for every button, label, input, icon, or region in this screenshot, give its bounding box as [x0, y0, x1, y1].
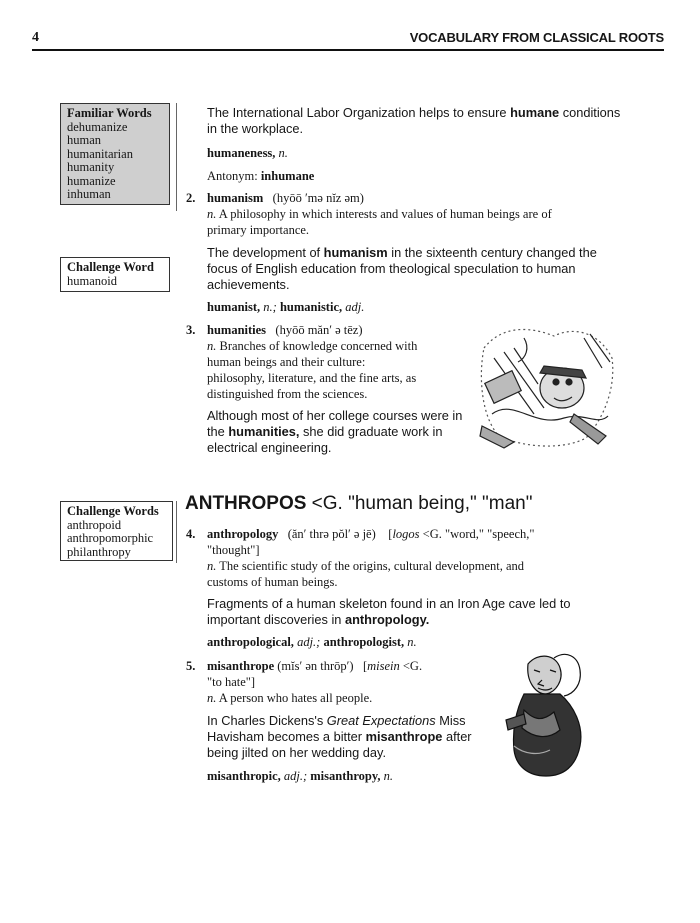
derivative: humaneness, n. — [207, 146, 288, 160]
example-sentence: Fragments of a human skeleton found in an Iron Age cave led to — [207, 596, 571, 611]
example-sentence: important discoveries in anthropology. — [207, 612, 430, 627]
entry-headword: misanthrope (mĭs′ ən thrōp′) [misein <G. — [207, 659, 423, 673]
entry-number: 5. — [186, 659, 196, 673]
definition: n. A person who hates all people. — [207, 691, 373, 705]
word: humanoid — [67, 273, 117, 288]
example-sentence: focus of English education from theological speculation to human — [207, 261, 576, 276]
example-sentence: The development of humanism in the sixteenth century changed the — [207, 245, 597, 260]
word: anthropomorphic — [67, 531, 154, 545]
vertical-rule — [176, 501, 177, 563]
word: humanize — [67, 173, 116, 188]
word: philanthropy — [67, 544, 131, 559]
box-title: Challenge Word — [67, 260, 154, 274]
derivative: misanthropic, adj.; misanthropy, n. — [207, 769, 394, 783]
word: dehumanize — [67, 119, 128, 134]
example-sentence: in the workplace. — [207, 121, 304, 136]
example-sentence: Havisham becomes a bitter misanthrope after — [207, 729, 472, 744]
antonym: Antonym: inhumane — [207, 169, 315, 183]
definition: human beings and their culture: — [207, 355, 366, 369]
challenge-word-box — [60, 257, 170, 292]
etymology: "thought"] — [207, 543, 260, 557]
derivative: humanist, n.; humanistic, adj. — [207, 300, 365, 314]
header-rule — [32, 49, 664, 51]
box-title: Familiar Words — [67, 106, 152, 120]
vertical-rule — [176, 103, 177, 211]
definition: distinguished from the sciences. — [207, 387, 368, 401]
running-header: VOCABULARY FROM CLASSICAL ROOTS — [409, 30, 664, 45]
example-sentence: Although most of her college courses were in — [207, 408, 463, 423]
derivative: anthropological, adj.; anthropologist, n. — [207, 635, 417, 649]
example-sentence: The International Labor Organization helps to ensure humane conditions — [207, 105, 621, 120]
example-sentence: being jilted on her wedding day. — [207, 745, 387, 760]
word: humanity — [67, 160, 115, 174]
section-heading: ANTHROPOS <G. "human being," "man" — [185, 493, 533, 514]
entry-headword: humanism (hyōō ′mə nĭz əm) — [207, 191, 364, 205]
word: human — [67, 133, 102, 147]
example-sentence: electrical engineering. — [207, 440, 332, 455]
definition: n. A philosophy in which interests and values of human beings are of — [207, 207, 552, 221]
etymology: "to hate"] — [207, 675, 256, 689]
page-number: 4 — [32, 30, 39, 45]
word: anthropoid — [67, 517, 122, 532]
box-title: Challenge Words — [67, 504, 159, 518]
definition: customs of human beings. — [207, 575, 338, 589]
example-sentence: the humanities, she did graduate work in — [207, 424, 443, 439]
familiar-words-box — [60, 103, 170, 205]
entry-headword: humanities (hyōō măn′ ə tēz) — [207, 323, 363, 337]
definition: n. The scientific study of the origins, cultural development, and — [207, 559, 525, 573]
challenge-words-box — [60, 501, 173, 561]
definition: primary importance. — [207, 223, 310, 237]
entry-number: 2. — [186, 191, 196, 205]
word: inhuman — [67, 187, 111, 201]
humanities-illustration — [474, 318, 618, 452]
entry-number: 3. — [186, 323, 196, 337]
example-sentence: In Charles Dickens's Great Expectations Miss — [207, 713, 466, 728]
example-sentence: achievements. — [207, 277, 290, 292]
misanthrope-illustration — [494, 650, 590, 778]
definition: n. Branches of knowledge concerned with — [207, 339, 418, 353]
entry-number: 4. — [186, 527, 196, 541]
definition: philosophy, literature, and the fine arts, as — [207, 371, 417, 385]
entry-headword: anthropology (ăn′ thrə pŏl′ ə jē) [logos <G. "word," "speech," — [207, 527, 535, 541]
word: humanitarian — [67, 146, 133, 161]
